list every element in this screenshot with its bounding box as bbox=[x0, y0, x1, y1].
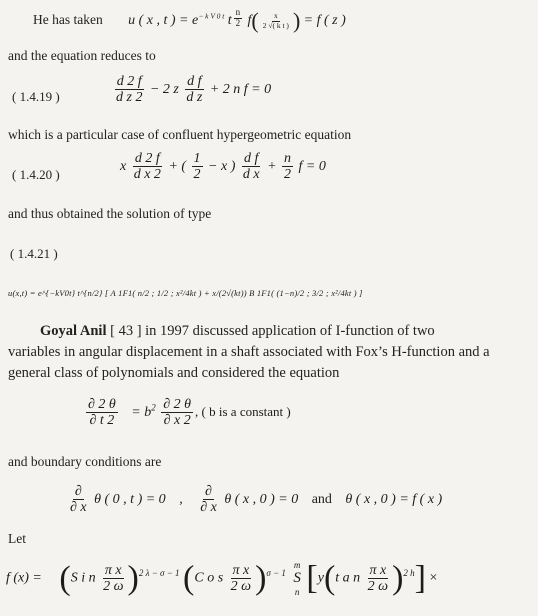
bc2-d-den: ∂ x bbox=[200, 500, 217, 516]
equation-1-4-20 bbox=[120, 151, 326, 183]
cos-arg-num: π x bbox=[232, 562, 250, 578]
intro-line: He has taken u ( x , t ) = $e^{- k V 0 t}$ t $\frac{n}{2}$ f( $\frac{x}{\text{2 √( k t )}}$ ) = f ( z ) bbox=[33, 7, 346, 33]
eq20-d2f-den: d x 2 bbox=[133, 167, 161, 183]
confluent-line: which is a particular case of confluent hypergeometric equation bbox=[8, 127, 352, 142]
t-var: t bbox=[227, 13, 232, 29]
bc-and: and bbox=[311, 492, 332, 508]
S-bot: n bbox=[294, 587, 300, 597]
wave-lhs-num: ∂ 2 θ bbox=[88, 397, 116, 412]
u-def-lhs: u ( x , t ) = e bbox=[128, 13, 199, 29]
bc1: θ ( 0 , t ) = 0 bbox=[94, 492, 166, 508]
eq-label-1-4-20: ( 1.4.20 ) bbox=[12, 167, 60, 182]
goyal-paragraph-line1 bbox=[40, 322, 435, 342]
author-name: Goyal Anil bbox=[40, 323, 107, 339]
cos-func: C o s bbox=[194, 570, 224, 586]
tan-func: t a n bbox=[335, 570, 361, 586]
cos-arg-den: 2 ω bbox=[230, 579, 252, 594]
d2f-num: d 2 f bbox=[116, 74, 142, 89]
wave-eq: = b bbox=[131, 405, 152, 421]
u-def-rhs: = f ( z ) bbox=[303, 13, 346, 29]
sin-arg-den: 2 ω bbox=[103, 579, 124, 594]
tan-arg-num: π x bbox=[369, 562, 387, 578]
f-definition: f (x) = (S i n $\frac{\text{π x}}{2 \omega}$ )$^{2 \lambda - \sigma - 1}$ (C o s $\frac{\text{π x}}{2 \omega}$ )$^{\sigma - 1}$ m S n [y(t a n $\frac{\text{π x}}{2 \omega}$ )$^{2 h}$] × bbox=[6, 559, 438, 597]
eq19-tail: + 2 n f = 0 bbox=[209, 82, 272, 98]
cos-exp: σ − 1 bbox=[266, 568, 286, 579]
goyal-paragraph-line3: general class of polynomials and considered the equation bbox=[8, 365, 340, 381]
wave-lhs-den: ∂ t 2 bbox=[89, 413, 115, 429]
wave-rhs-num: ∂ 2 θ bbox=[163, 397, 192, 412]
y-var: y bbox=[317, 570, 324, 586]
wave-equation bbox=[84, 397, 291, 429]
goyal-paragraph-line2: variables in angular displacement in a shaft associated with Fox’s H-function and a bbox=[8, 344, 490, 360]
equation-1-4-19 bbox=[112, 74, 271, 106]
bc3: θ ( x , 0 ) = f ( x ) bbox=[345, 492, 443, 508]
bc2-d-num: ∂ bbox=[205, 484, 212, 499]
half-den: 2 bbox=[193, 167, 201, 183]
eq-label-1-4-21: ( 1.4.21 ) bbox=[10, 246, 58, 261]
solution-line: and thus obtained the solution of type bbox=[8, 206, 212, 221]
eq-label-1-4-19: ( 1.4.19 ) bbox=[12, 89, 60, 104]
eq19-mid: − 2 z bbox=[149, 82, 179, 98]
intro-text: He has taken bbox=[33, 12, 103, 28]
boundary-line: and boundary conditions are bbox=[8, 454, 162, 469]
eq20-minus: − x ) bbox=[208, 159, 236, 175]
n-num: n bbox=[284, 151, 292, 166]
b-exp: 2 bbox=[151, 402, 156, 413]
d2f-den: d z 2 bbox=[116, 90, 143, 106]
sin-func: S i n bbox=[70, 570, 96, 586]
z-frac-top: x bbox=[273, 11, 278, 21]
bc1-d-num: ∂ bbox=[74, 484, 82, 499]
equation-1-4-21: u(x,t) = e^{−kV0t} t^{n/2} [ A 1F1( n/2 ; 1/2 ; x²/4kt ) + x/(2√(kt)) B 1F1( (1−n)/2 ; 3/2 ; x²/4kt ) ] bbox=[8, 288, 363, 298]
t-exp-bot: 2 bbox=[235, 17, 241, 28]
times-sign: × bbox=[429, 570, 438, 586]
n-den: 2 bbox=[284, 167, 292, 183]
eq20-plus2: + bbox=[267, 159, 277, 175]
t-exp-top: n bbox=[235, 7, 241, 17]
half-num: 1 bbox=[193, 151, 201, 166]
wave-note: , ( b is a constant ) bbox=[195, 404, 291, 420]
para-rest1: [ 43 ] in 1997 discussed application of I-function of two bbox=[106, 323, 435, 339]
S-top: m bbox=[293, 560, 301, 570]
eq20-df-den: d x bbox=[242, 167, 260, 183]
let-line: Let bbox=[8, 531, 26, 546]
bc1-d-den: ∂ x bbox=[70, 500, 87, 516]
z-frac-bot: 2 √( k t ) bbox=[262, 20, 289, 30]
f-func: f bbox=[247, 13, 252, 29]
eq20-df-num: d f bbox=[244, 151, 259, 166]
reduces-line: and the equation reduces to bbox=[8, 48, 156, 63]
boundary-conditions bbox=[66, 484, 442, 516]
wave-rhs-den: ∂ x 2 bbox=[163, 413, 191, 429]
eq20-plus: + ( bbox=[168, 159, 187, 175]
df-num: d f bbox=[187, 74, 202, 89]
eq20-d2f-num: d 2 f bbox=[134, 151, 160, 166]
eq20-x: x bbox=[120, 159, 127, 175]
bc2: θ ( x , 0 ) = 0 bbox=[224, 492, 299, 508]
S-symbol: S bbox=[293, 570, 301, 586]
tan-exp: 2 h bbox=[403, 568, 415, 579]
bc-sep: , bbox=[179, 492, 183, 508]
f-lhs: f (x) = bbox=[6, 570, 42, 586]
eq20-tail: f = 0 bbox=[298, 159, 326, 175]
exponent: − k V 0 t bbox=[198, 11, 225, 21]
tan-arg-den: 2 ω bbox=[367, 579, 389, 594]
sin-arg-num: π x bbox=[104, 562, 122, 578]
sin-exp: 2 λ − σ − 1 bbox=[138, 568, 180, 579]
df-den: d z bbox=[186, 90, 203, 106]
